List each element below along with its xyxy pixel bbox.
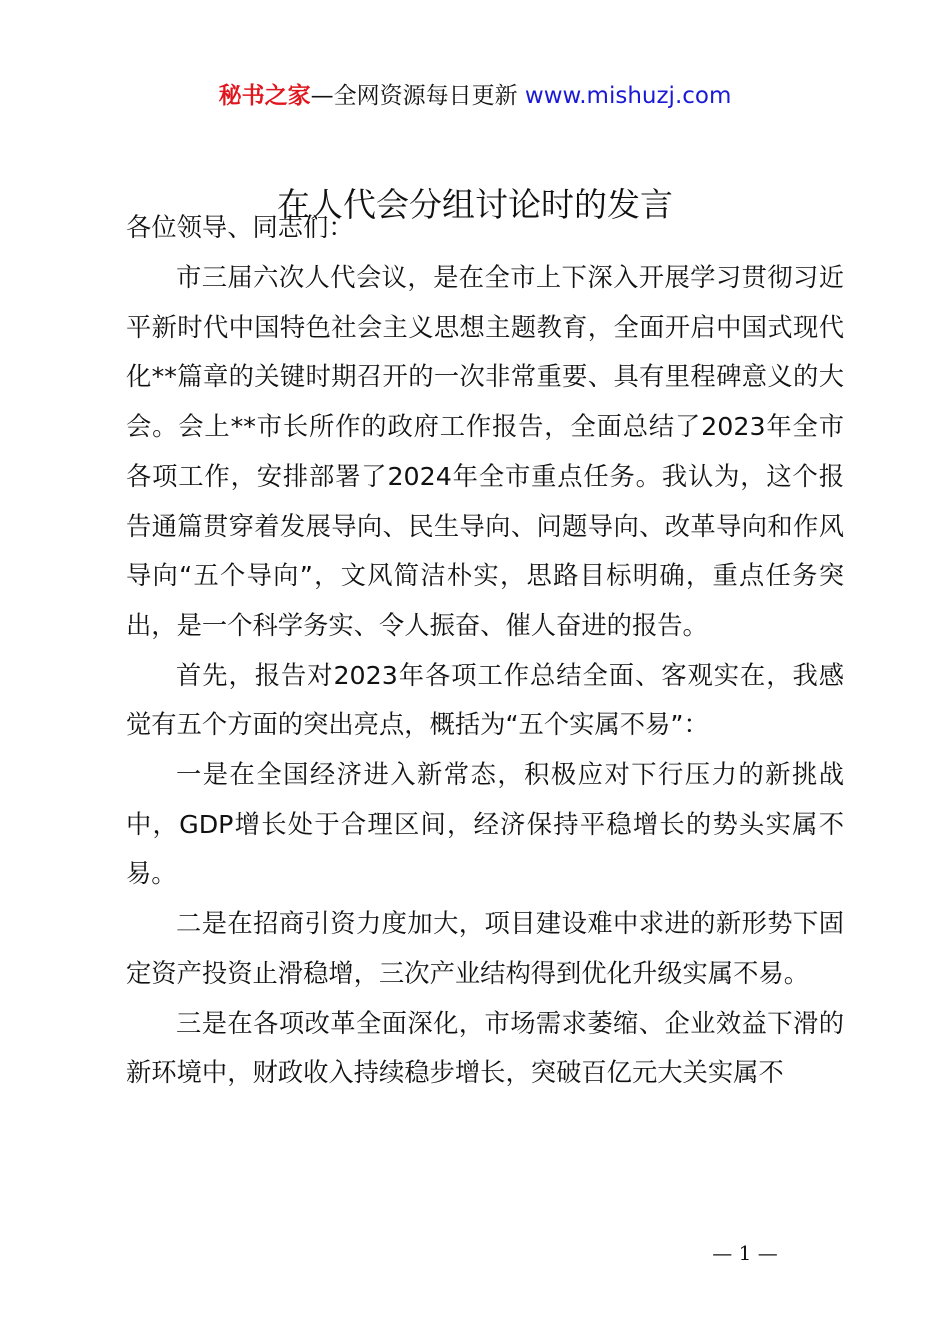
document-title: 在人代会分组讨论时的发言 xyxy=(277,185,673,224)
site-tagline: —全网资源每日更新 xyxy=(310,83,518,109)
document-body xyxy=(126,203,844,1098)
paragraph-point-two: 二是在招商引资力度加大，项目建设难中求进的新形势下固定资产投资止滑稳增，三次产业结构得到优化升级实属不易。 xyxy=(126,909,844,988)
paragraph-point-three: 三是在各项改革全面深化，市场需求萎缩、企业效益下滑的新环境中，财政收入持续稳步增长，突破百亿元大关实属不 xyxy=(126,1008,844,1088)
site-header xyxy=(0,80,950,112)
site-url-link[interactable]: www.mishuzj.com xyxy=(524,83,732,109)
page-number: — 1 — xyxy=(712,1241,778,1265)
brand-name: 秘书之家 xyxy=(218,83,311,109)
paragraph-intro: 市三届六次人代会议，是在全市上下深入开展学习贯彻习近平新时代中国特色社会主义思想主题教育，全面开启中国式现代化**篇章的关键时期召开的一次非常重要、具有里程碑意义的大会。会上**市长所作的政府工作报告，全面总结了2023年全市各项工作，安排部署了2024年全市重点任务。我认为，这个报告通篇贯穿着发展导向、民生导向、问题导向、改革导向和作风导向“五个导向”，文风简洁朴实，思路目标明确，重点任务突出，是一个科学务实、令人振奋、催人奋进的报告。 xyxy=(126,263,844,640)
salutation: 各位领导、同志们： xyxy=(126,213,354,242)
paragraph-point-one: 一是在全国经济进入新常态，积极应对下行压力的新挑战中，GDP增长处于合理区间，经济保持平稳增长的势头实属不易。 xyxy=(126,760,844,889)
paragraph-first: 首先，报告对2023年各项工作总结全面、客观实在，我感觉有五个方面的突出亮点，概括为“五个实属不易”： xyxy=(126,660,844,740)
